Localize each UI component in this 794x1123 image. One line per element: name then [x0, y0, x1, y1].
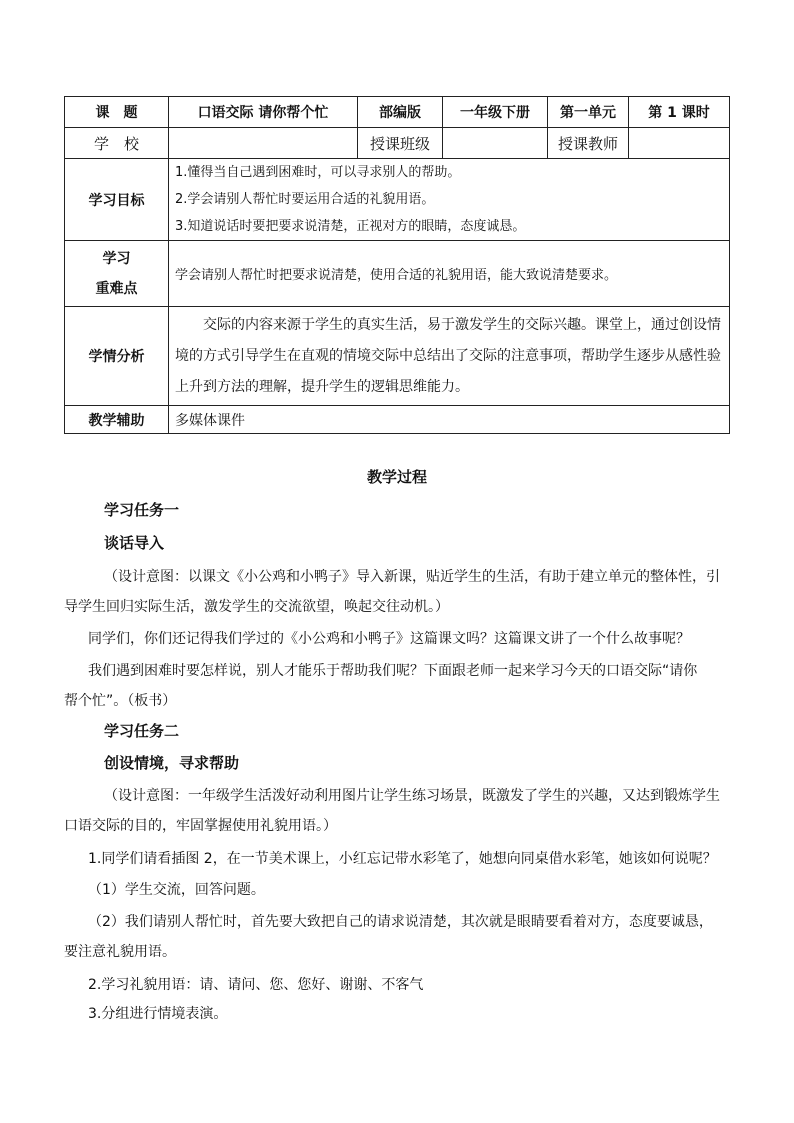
lesson-info-table — [64, 96, 730, 434]
task2-intent-line1: （设计意图：一年级学生活泼好动利用图片让学生练习场景，既激发了学生的兴趣，又达到锻炼学生 — [104, 788, 720, 804]
process-title: 教学过程 — [366, 468, 427, 486]
topic-label: 课 题 — [65, 97, 169, 128]
task2-step1b-line2: 要注意礼貌用语。 — [64, 944, 176, 960]
lesson-title: 口语交际 请你帮个忙 — [169, 97, 358, 128]
task1-title: 学习任务一 — [104, 501, 180, 519]
analysis-content: 交际的内容来源于学生的真实生活，易于激发学生的交际兴趣。课堂上，通过创设情境的方式引导学生在直观的情境交际中总结出了交际的注意事项，帮助学生逐步从感性验上升到方法的理解，提升学生的逻辑思维能力。 — [169, 307, 730, 406]
task1-subtitle: 谈话导入 — [104, 534, 165, 552]
teacher-value — [629, 128, 730, 159]
aids-content: 多媒体课件 — [169, 406, 730, 434]
unit: 第一单元 — [548, 97, 629, 128]
task2-subtitle: 创设情境，寻求帮助 — [104, 754, 240, 772]
edition: 部编版 — [358, 97, 443, 128]
class-value — [443, 128, 548, 159]
task1-intent-line2: 导学生回归实际生活，激发学生的交流欲望，唤起交往动机。） — [64, 599, 449, 615]
aids-label: 教学辅助 — [65, 406, 169, 434]
task2-step1b-line1: （2）我们请别人帮忙时，首先要大致把自己的请求说清楚，其次就是眼睛要看着对方，态度要诚恳， — [88, 914, 713, 930]
goals-content — [169, 159, 730, 241]
key-points-content: 学会请别人帮忙时把要求说清楚，使用合适的礼貌用语，能大致说清楚要求。 — [169, 241, 730, 307]
goal-item: 1.懂得当自己遇到困难时，可以寻求别人的帮助。 — [175, 165, 461, 180]
task2-step1a: （1）学生交流，回答问题。 — [88, 882, 265, 898]
task1-intent-line1: （设计意图：以课文《小公鸡和小鸭子》导入新课，贴近学生的生活，有助于建立单元的整体性，引 — [104, 569, 720, 585]
task2-step2: 2.学习礼貌用语：请、请问、您、您好、谢谢、不客气 — [88, 977, 424, 993]
key-points-label: 学习 重难点 — [65, 241, 169, 307]
goal-item: 3.知道说话时要把要求说清楚，正视对方的眼睛，态度诚恳。 — [175, 219, 526, 234]
task2-step1: 1.同学们请看插图 2，在一节美术课上，小红忘记带水彩笔了，她想向同桌借水彩笔，她该如何说呢？ — [88, 851, 717, 867]
analysis-label: 学情分析 — [65, 307, 169, 406]
school-label: 学 校 — [65, 128, 169, 159]
task1-paragraph2-line1: 我们遇到困难时要怎样说，别人才能乐于帮助我们呢？下面跟老师一起来学习今天的口语交际“请你 — [88, 663, 698, 679]
goal-item: 2.学会请别人帮忙时要运用合适的礼貌用语。 — [175, 192, 435, 207]
task2-step3: 3.分组进行情境表演。 — [88, 1006, 228, 1022]
period: 第 1 课时 — [629, 97, 730, 128]
task1-paragraph1: 同学们，你们还记得我们学过的《小公鸡和小鸭子》这篇课文吗？这篇课文讲了一个什么故事呢？ — [88, 631, 690, 647]
school-value — [169, 128, 358, 159]
grade: 一年级下册 — [443, 97, 548, 128]
goals-label: 学习目标 — [65, 159, 169, 241]
class-label: 授课班级 — [358, 128, 443, 159]
task2-intent-line2: 口语交际的目的，牢固掌握使用礼貌用语。） — [64, 818, 337, 834]
task1-paragraph2-line2: 帮个忙”。（板书） — [64, 693, 177, 709]
teacher-label: 授课教师 — [548, 128, 629, 159]
task2-title: 学习任务二 — [104, 722, 180, 740]
